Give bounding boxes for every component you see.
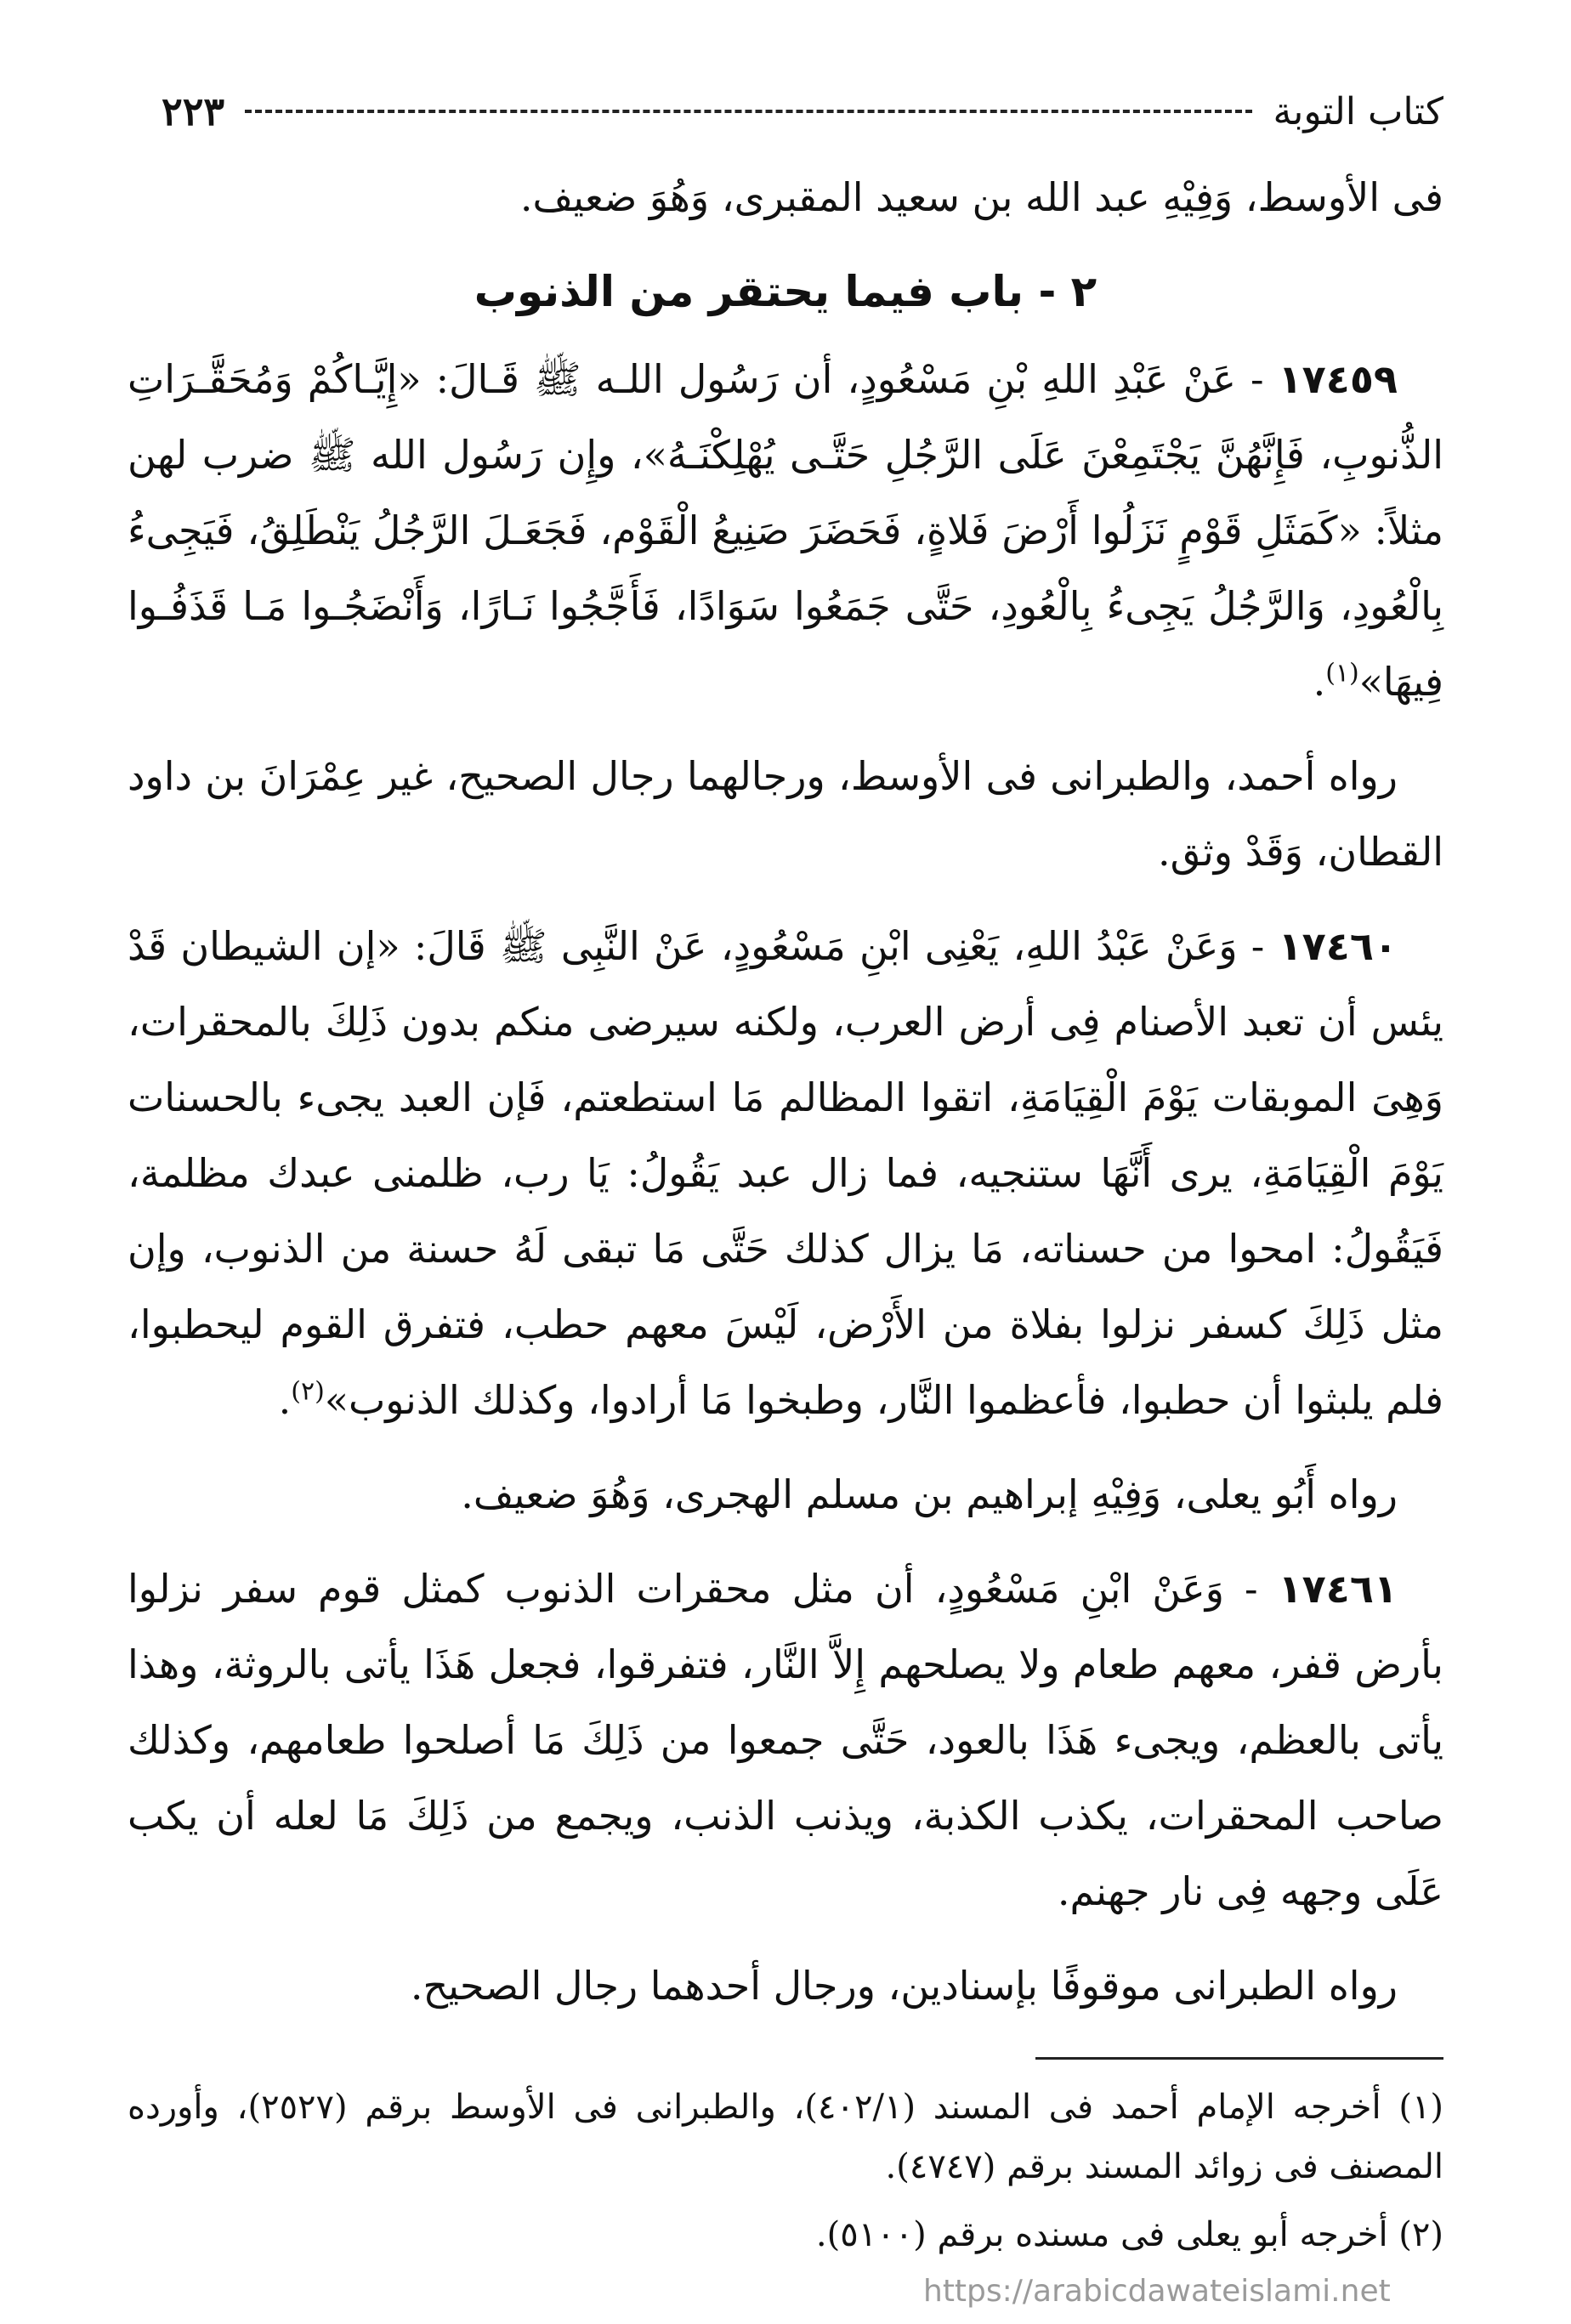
- hadith-number: ١٧٤٥٩: [1278, 356, 1398, 402]
- footnotes: [128, 2077, 1443, 2273]
- hadith-17461: [128, 1551, 1443, 1930]
- hadith-number: ١٧٤٦٠: [1278, 923, 1398, 969]
- footnote-ref: (١): [1325, 658, 1359, 689]
- footnote-2: (٢) أخرجه أبو يعلى فى مسنده برقم (٥١٠٠).: [815, 2215, 1443, 2254]
- page-header: [162, 82, 1443, 141]
- main-text: [128, 160, 1443, 2043]
- book-title: كتاب التوبة: [1273, 89, 1443, 133]
- hadith-17460: ١٧٤٦٠ - وَعَنْ عَبْدُ اللهِ، يَعْنِى ابْنِ مَسْعُودٍ، عَنْ النَّبِى ﷺ قَالَ: «إن الشيطان قَدْ يئس أن تعبد الأصنام فِى أرض العرب، ولكنه سيرضى منكم بدون ذَلِكَ بالمحقرات، وَهِىَ الموبقات يَوْمَ الْقِيَامَةِ، اتقوا المظالم مَا استطعتم، فَإن العبد يجىء بالحسنات يَوْمَ الْقِيَامَةِ، يرى أَنَّهَا ستنجيه، فما زال عبد يَقُولُ: يَا رب، ظلمنى عبدك مظلمة، فَيَقُولُ: امحوا من حسناته، مَا يزال كذلك حَتَّى مَا تبقى لَهُ حسنة من الذنوب، وإن مثل ذَلِكَ كسفر نزلوا بفلاة من الأَرْض، لَيْسَ معهم حطب، فتفرق القوم ليحطبوا، فلم يلبثوا أن حطبوا، فأعظموا النَّار، وطبخوا مَا أرادوا، وكذلك الذنوب»$^{(٢)}$.: [128, 923, 1443, 1423]
- hadith-text: - وَعَنْ ابْنِ مَسْعُودٍ، أن مثل محقرات الذنوب كمثل قوم سفر نزلوا بأرض قفر، معهم طعام ولا يصلحهم إِلاَّ النَّار، فتفرقوا، فجعل هَذَا يأتى بالروثة، وهذا يأتى بالعظم، ويجىء هَذَا بالعود، حَتَّى جمعوا من ذَلِكَ مَا أصلحوا طعامهم، وكذلك صاحب المحقرات، يكذب الكذبة، ويذنب الذنب، ويجمع من ذَلِكَ مَا لعله أن يكب عَلَى وجهه فِى نار جهنم.: [128, 1566, 1443, 1914]
- header-dashed-rule: [245, 110, 1252, 113]
- hadith-number: ١٧٤٦١: [1278, 1566, 1398, 1612]
- watermark-url: https://arabicdawateislami.net: [923, 2274, 1391, 2309]
- narration-note: رواه أَبُو يعلى، وَفِيْهِ إبراهيم بن مسلم الهجرى، وَهُوَ ضعيف.: [461, 1471, 1398, 1517]
- footnote-ref: (٢): [291, 1376, 325, 1407]
- hadith-text: - وَعَنْ عَبْدُ اللهِ، يَعْنِى ابْنِ مَسْعُودٍ، عَنْ النَّبِى ﷺ قَالَ: «إن الشيطان قَدْ يئس أن تعبد الأصنام فِى أرض العرب، ولكنه سيرضى منكم بدون ذَلِكَ بالمحقرات، وَهِىَ الموبقات يَوْمَ الْقِيَامَةِ، اتقوا المظالم مَا استطعتم، فَإن العبد يجىء بالحسنات يَوْمَ الْقِيَامَةِ، يرى أَنَّهَا ستنجيه، فما زال عبد يَقُولُ: يَا رب، ظلمنى عبدك مظلمة، فَيَقُولُ: امحوا من حسناته، مَا يزال كذلك حَتَّى مَا تبقى لَهُ حسنة من الذنوب، وإن مثل ذَلِكَ كسفر نزلوا بفلاة من الأَرْض، لَيْسَ معهم حطب، فتفرق القوم ليحطبوا، فلم يلبثوا أن حطبوا، فأعظموا النَّار، وطبخوا مَا أرادوا، وكذلك الذنوب»: [128, 923, 1443, 1423]
- hadith-17459: ١٧٤٥٩ - عَنْ عَبْدِ اللهِ بْنِ مَسْعُودٍ، أن رَسُول اللـه ﷺ قَـالَ: «إِيَّـاكُمْ وَمُحَقَّـرَاتِ الذُّنوبِ، فَإِنَّهُنَّ يَجْتَمِعْنَ عَلَى الرَّجُلِ حَتَّـى يُهْلِكْنَـهُ»، وإِن رَسُول الله ﷺ ضرب لهن مثلاً: «كَمَثَلِ قَوْمٍ نَزَلُوا أَرْضَ فَلاةٍ، فَحَضَرَ صَنِيعُ الْقَوْم، فَجَعَـلَ الرَّجُلُ يَنْطَلِقُ، فَيَجِىءُ بِالْعُودِ، وَالرَّجُلُ يَجِىءُ بِالْعُودِ، حَتَّى جَمَعُوا سَوَادًا، فَأَجَّجُوا نَـارًا، وَأَنْضَجُـوا مَـا قَذَفُـوا فِيهَا»$^{(١)}$.: [128, 356, 1443, 705]
- narration-note: رواه أحمد، والطبرانى فى الأوسط، ورجالهما رجال الصحيح، غير عِمْرَانَ بن داود القطان، وَقَدْ وثق.: [128, 753, 1443, 875]
- footnote-1: (١) أخرجه الإمام أحمد فى المسند (٤٠٢/١)، والطبرانى فى الأوسط برقم (٢٥٢٧)، وأورده المصنف فى زوائد المسند برقم (٤٧٤٧).: [128, 2088, 1444, 2186]
- chapter-title: ٢ - باب فيما يحتقر من الذنوب: [474, 267, 1097, 316]
- narration-note: رواه الطبرانى موقوفًا بإسنادين، ورجال أحدهما رجال الصحيح.: [410, 1963, 1398, 2009]
- page-number: ٢٢٣: [162, 88, 225, 134]
- continuation-paragraph: فى الأوسط، وَفِيْهِ عبد الله بن سعيد المقبرى، وَهُوَ ضعيف.: [519, 174, 1443, 220]
- hadith-text: - عَنْ عَبْدِ اللهِ بْنِ مَسْعُودٍ، أن رَسُول اللـه ﷺ قَـالَ: «إِيَّـاكُمْ وَمُحَقَّـرَاتِ الذُّنوبِ، فَإِنَّهُنَّ يَجْتَمِعْنَ عَلَى الرَّجُلِ حَتَّـى يُهْلِكْنَـهُ»، وإِن رَسُول الله ﷺ ضرب لهن مثلاً: «كَمَثَلِ قَوْمٍ نَزَلُوا أَرْضَ فَلاةٍ، فَحَضَرَ صَنِيعُ الْقَوْم، فَجَعَـلَ الرَّجُلُ يَنْطَلِقُ، فَيَجِىءُ بِالْعُودِ، وَالرَّجُلُ يَجِىءُ بِالْعُودِ، حَتَّى جَمَعُوا سَوَادًا، فَأَجَّجُوا نَـارًا، وَأَنْضَجُـوا مَـا قَذَفُـوا فِيهَا»: [128, 356, 1443, 705]
- footnote-separator: [1035, 2057, 1443, 2060]
